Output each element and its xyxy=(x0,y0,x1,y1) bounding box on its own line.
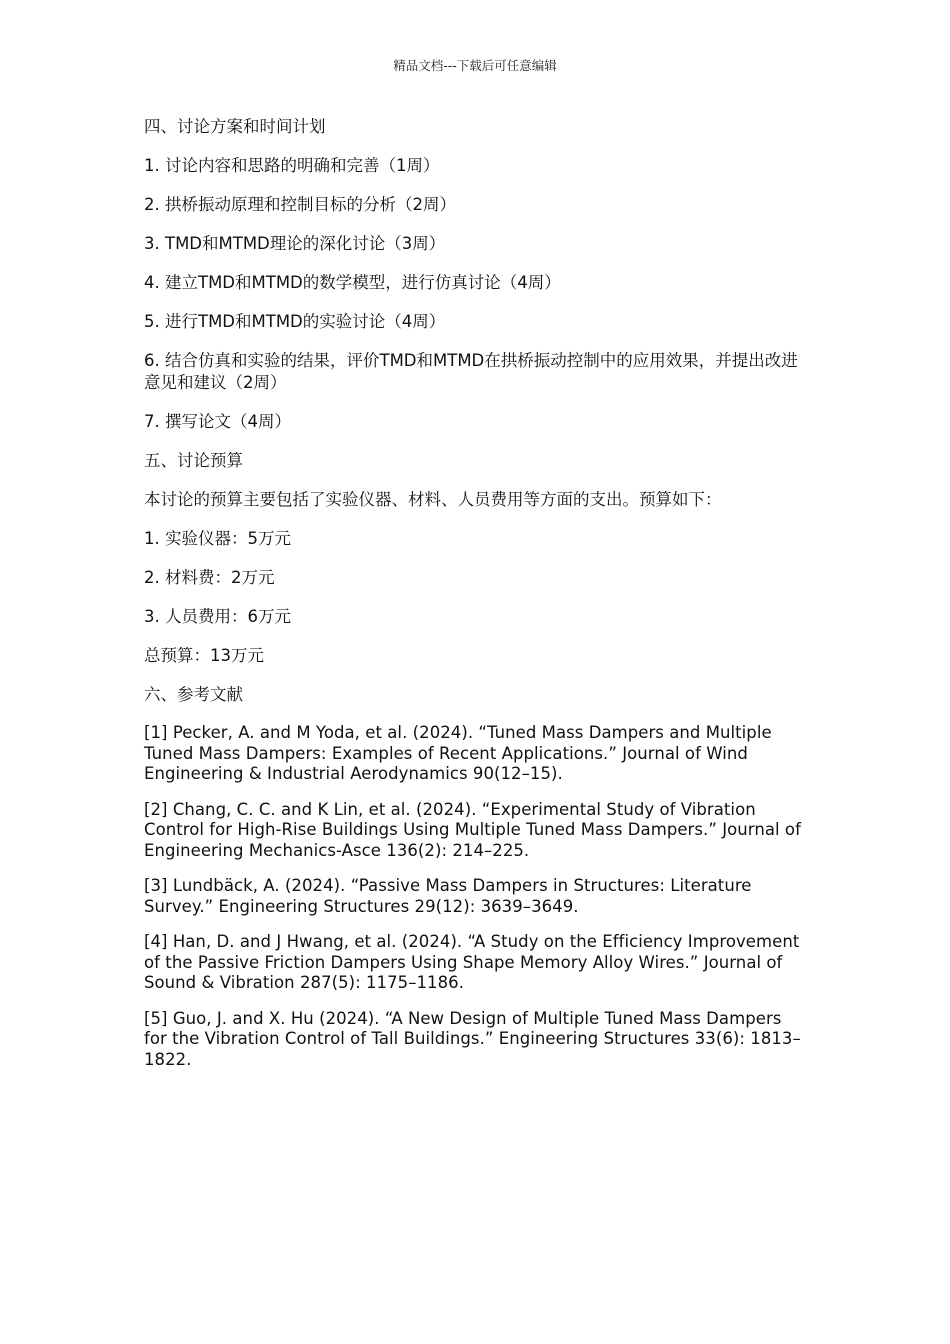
budget-item: 2. 材料费：2万元 xyxy=(144,568,275,587)
schedule-item: 2. 拱桥振动原理和控制目标的分析（2周） xyxy=(144,195,456,214)
section-heading-schedule: 四、讨论方案和时间计划 xyxy=(144,117,326,136)
schedule-item: 7. 撰写论文（4周） xyxy=(144,412,291,431)
budget-item: 1. 实验仪器：5万元 xyxy=(144,529,291,548)
reference-item: [2] Chang, C. C. and K Lin, et al. (2024). “Experimental Study of Vibration Control for High-Rise Buildings Using Multiple Tuned Mass Dampers.” Journal of Engineering Mechanics-Asce 136(2): 214–225. xyxy=(144,799,801,860)
budget-item: 3. 人员费用：6万元 xyxy=(144,607,291,626)
schedule-item: 5. 进行TMD和MTMD的实验讨论（4周） xyxy=(144,312,446,331)
budget-total: 总预算：13万元 xyxy=(144,646,264,665)
page-header: 精品文档---下载后可任意编辑 xyxy=(393,58,557,73)
schedule-item: 1. 讨论内容和思路的明确和完善（1周） xyxy=(144,156,440,175)
section-heading-references: 六、参考文献 xyxy=(144,685,243,704)
document-body xyxy=(144,116,808,1085)
budget-intro: 本讨论的预算主要包括了实验仪器、材料、人员费用等方面的支出。预算如下： xyxy=(144,490,722,509)
schedule-item: 3. TMD和MTMD理论的深化讨论（3周） xyxy=(144,234,446,253)
section-heading-budget: 五、讨论预算 xyxy=(144,451,243,470)
reference-item: [3] Lundbäck, A. (2024). “Passive Mass Dampers in Structures: Literature Survey.” Engineering Structures 29(12): 3639–3649. xyxy=(144,876,752,916)
reference-item: [5] Guo, J. and X. Hu (2024). “A New Design of Multiple Tuned Mass Dampers for the Vibration Control of Tall Buildings.” Engineering Structures 33(6): 1813–1822. xyxy=(144,1008,801,1069)
schedule-item: 6. 结合仿真和实验的结果，评价TMD和MTMD在拱桥振动控制中的应用效果，并提出改进意见和建议（2周） xyxy=(144,351,798,392)
reference-item: [1] Pecker, A. and M Yoda, et al. (2024). “Tuned Mass Dampers and Multiple Tuned Mass Dampers: Examples of Recent Applications.” Journal of Wind Engineering & Industrial Aerodynamics 90(12–15). xyxy=(144,723,772,783)
schedule-item: 4. 建立TMD和MTMD的数学模型，进行仿真讨论（4周） xyxy=(144,273,561,292)
reference-item: [4] Han, D. and J Hwang, et al. (2024). “A Study on the Efficiency Improvement of the Passive Friction Dampers Using Shape Memory Alloy Wires.” Journal of Sound & Vibration 287(5): 1175–1186. xyxy=(144,932,800,992)
